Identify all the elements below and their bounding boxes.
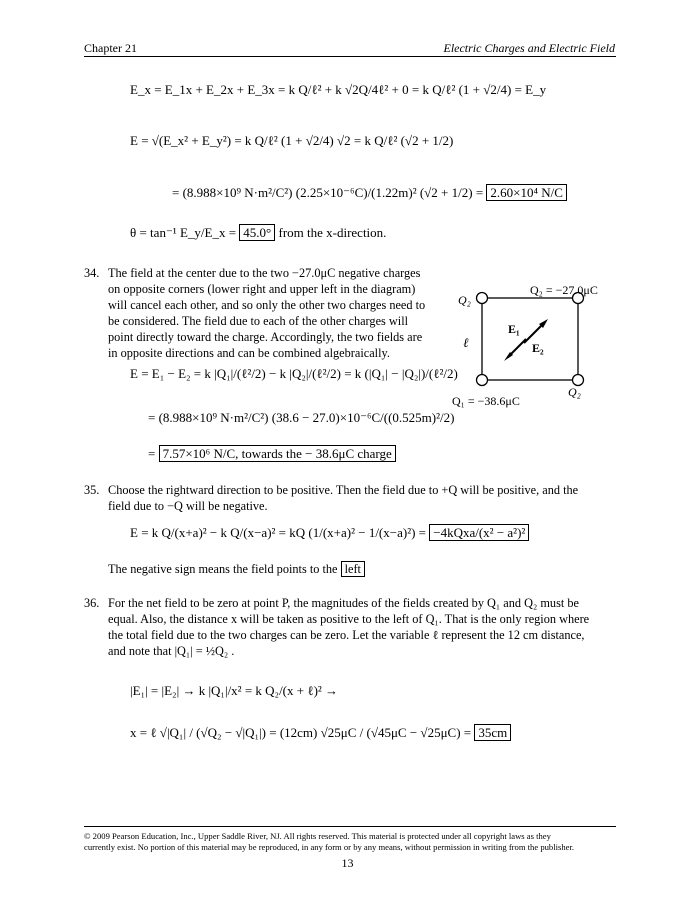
answer-box-34: 7.57×10⁶ N/C, towards the − 38.6μC charge — [159, 445, 396, 462]
answer-box-36: 35cm — [474, 724, 511, 741]
label-q2-bottom-right: Q₂ — [568, 385, 581, 399]
charge-top-left — [477, 293, 488, 304]
problem-35-text: 35. Choose the rightward direction to be positive. Then the field due to +Q will be positive, and the field due to −Q will be negative. — [84, 483, 579, 513]
problem-34-text: 34. The field at the center due to the two −27.0μC negative charges on opposite corners (lower right and upper left in the diagram) will cancel each other, and so only the other two charges need to be considered. The field due to each of the other charges will point directly toward the charge. Accordingly, the two fields are in opposite directions and can be combined algebraically. — [84, 266, 426, 360]
problem-36-text: 36. For the net field to be zero at point P, the magnitudes of the fields created by Q₁ and Q₂ must be equal. Also, the distance x will be taken as positive to the left of Q₁. That is the only region where the total field due to the two charges can be zero. Let the variable ℓ represent the 12 cm distance, and note that |Q₁| = ½Q₂ . — [84, 596, 590, 658]
equation-e: E = √(E_x² + E_y²) = k Q/ℓ² (1 + √2/4) √2 = k Q/ℓ² (√2 + 1/2) — [130, 133, 454, 148]
equation-numeric: = (8.988×10⁹ N·m²/C²) (2.25×10⁻⁶C)/(1.22m)² (√2 + 1/2) = 2.60×10⁴ N/C — [172, 185, 567, 201]
page-number: 13 — [341, 856, 354, 870]
equation-34-numeric: = (8.988×10⁹ N·m²/C²) (38.6 − 27.0)×10⁻⁶C/((0.525m)²/2) — [148, 410, 455, 425]
problem-35-note: The negative sign means the field points to the left — [108, 561, 365, 577]
equation-34-result: = 7.57×10⁶ N/C, towards the − 38.6μC charge — [148, 446, 396, 462]
label-ell: ℓ — [463, 335, 469, 350]
label-e2: E₂ — [532, 341, 544, 355]
header-rule — [84, 56, 616, 57]
label-e1: E₁ — [508, 322, 520, 336]
answer-box-35: −4kQxa/(x² − a²)² — [429, 524, 529, 541]
copyright-notice: © 2009 Pearson Education, Inc., Upper Saddle River, NJ. All rights reserved. This material is protected under all copyright laws as they currently exist. No portion of this material may be reproduced, in any form or by any means, without permission in writing from the publisher. — [84, 831, 574, 852]
label-q2-top-right: Q₂ = −27.0μC — [530, 283, 598, 297]
charge-bottom-left — [477, 375, 488, 386]
chapter-title: Electric Charges and Electric Field — [443, 41, 615, 55]
footer-rule — [84, 826, 616, 827]
equation-ex: E_x = E_1x + E_2x + E_3x = k Q/ℓ² + k √2Q/4ℓ² + 0 = k Q/ℓ² (1 + √2/4) = E_y — [130, 82, 547, 97]
equation-34-e: E = E₁ − E₂ = k |Q₁|/(ℓ²/2) − k |Q₂|/(ℓ²/2) = k (|Q₁| − |Q₂|)/(ℓ²/2) — [130, 366, 458, 381]
equation-35: E = k Q/(x+a)² − k Q/(x−a)² = kQ (1/(x+a)² − 1/(x−a)²) = −4kQxa/(x² − a²)² — [130, 525, 529, 541]
answer-box-theta: 45.0° — [239, 224, 275, 241]
equation-theta: θ = tan⁻¹ E_y/E_x = 45.0° from the x-direction. — [130, 225, 387, 240]
answer-box-left: left — [341, 561, 365, 577]
label-q1-bottom-left: Q₁ = −38.6μC — [452, 394, 520, 408]
chapter-label: Chapter 21 — [84, 41, 137, 55]
equation-36-x: x = ℓ √|Q₁| / (√Q₂ − √|Q₁|) = (12cm) √25μC / (√45μC − √25μC) = 35cm — [130, 725, 511, 741]
charge-bottom-right — [573, 375, 584, 386]
equation-36-magnitudes: |E₁| = |E₂| → k |Q₁|/x² = k Q₂/(x + ℓ)² → — [130, 683, 339, 698]
answer-box-field: 2.60×10⁴ N/C — [486, 184, 567, 201]
label-q2-top-left: Q₂ — [458, 293, 471, 307]
